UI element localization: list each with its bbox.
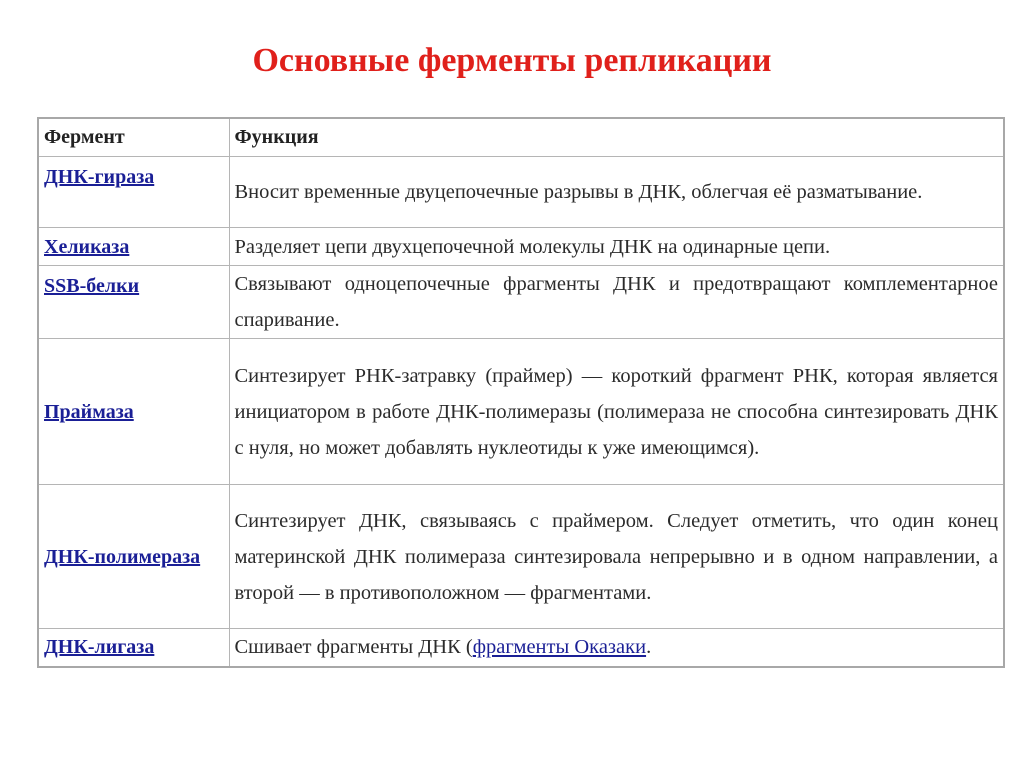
table-row: [38, 629, 1004, 667]
okazaki-fragments-link[interactable]: фрагменты Оказаки: [472, 636, 647, 659]
table-row: [38, 157, 1004, 228]
enzyme-link-dna-polymerase[interactable]: ДНК-полимераза: [44, 545, 201, 568]
enzyme-link-ssb-proteins[interactable]: SSB-белки: [44, 275, 140, 297]
enzyme-cell: [38, 629, 229, 667]
enzyme-cell: [38, 228, 229, 266]
enzyme-cell: [38, 157, 229, 228]
function-cell: Синтезирует РНК-затравку (праймер) — короткий фрагмент РНК, которая является инициатором в работе ДНК-полимеразы (полимераза не способна синтезировать ДНК с нуля, но может добавлять нуклеотиды к уже имеющимся).: [229, 339, 1004, 485]
function-cell: Разделяет цепи двухцепочечной молекулы ДНК на одинарные цепи.: [229, 228, 1004, 266]
table-row: [38, 228, 1004, 266]
table-row: [38, 266, 1004, 339]
header-enzyme: Фермент: [38, 118, 229, 157]
enzyme-cell: [38, 266, 229, 339]
function-text-after: .: [646, 636, 652, 659]
table-row: [38, 339, 1004, 485]
function-cell: Синтезирует ДНК, связываясь с праймером. Следует отметить, что один конец материнской ДНК полимераза синтезировала непрерывно и в одном направлении, а второй — в противоположном — фрагментами.: [229, 485, 1004, 629]
function-text-before: Сшивает фрагменты ДНК (: [234, 636, 473, 659]
enzyme-link-dna-ligase[interactable]: ДНК-лигаза: [44, 636, 155, 659]
enzyme-cell: [38, 485, 229, 629]
enzyme-link-primase[interactable]: Праймаза: [44, 400, 134, 423]
function-cell: [229, 629, 1004, 667]
header-function: Функция: [229, 118, 1004, 157]
table-header-row: [38, 118, 1004, 157]
enzyme-link-dna-gyrase[interactable]: ДНК-гираза: [44, 166, 155, 188]
function-cell: Связывают одноцепочечные фрагменты ДНК и предотвращают комплементарное спаривание.: [229, 266, 1004, 339]
enzyme-cell: [38, 339, 229, 485]
enzyme-link-helicase[interactable]: Хеликаза: [44, 235, 130, 258]
table-row: [38, 485, 1004, 629]
page-title: Основные ферменты репликации: [252, 42, 772, 79]
function-cell: Вносит временные двуцепочечные разрывы в ДНК, облегчая её разматывание.: [229, 157, 1004, 228]
enzymes-table: [37, 117, 1005, 668]
